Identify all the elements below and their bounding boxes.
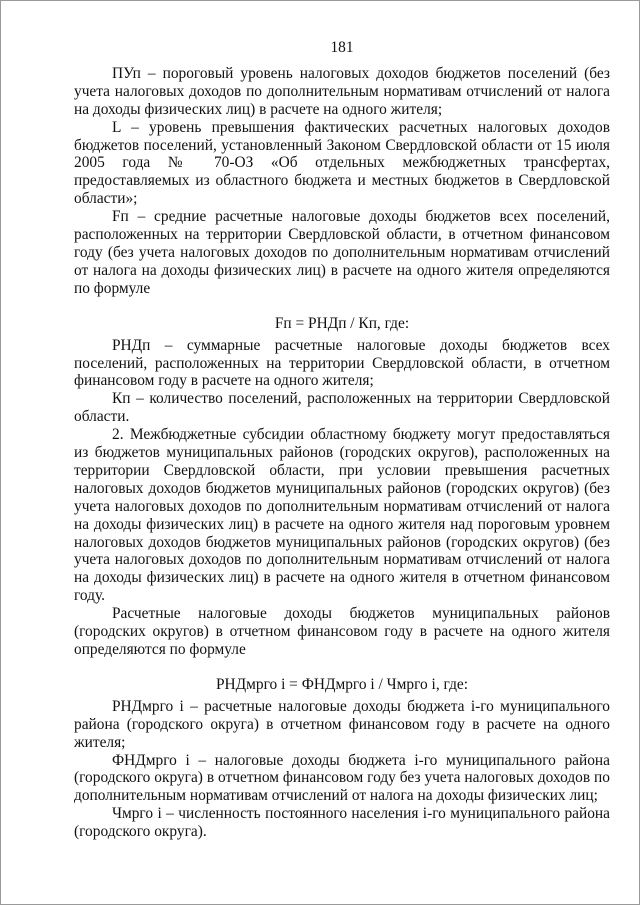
paragraph-section-2: 2. Межбюджетные субсидии областному бюджету могут предоставляться из бюджетов муниципальных районов (городских округов), расположенных на территории Свердловской области, при условии превышения расчетных налоговых доходов бюджетов муниципальных районов (городских округов) (без учета налоговых доходов по дополнительным нормативам отчислений от налога на доходы физических лиц) в расчете на одного жителя над пороговым уровнем налоговых доходов бюджетов муниципальных районов (городских округов) (без учета налоговых доходов по дополнительным нормативам отчислений от налога на доходы физических лиц) в расчете на одного жителя в отчетном финансовом году. — [74, 426, 610, 605]
page-number: 181 — [330, 39, 354, 56]
paragraph-fndmrgo-definition: ФНДмрго i – налоговые доходы бюджета i-го муниципального района (городского округа) в отчетном финансовом году без учета налоговых доходов по дополнительным нормативам отчислений от налога на доходы физических лиц; — [74, 751, 610, 805]
page-content — [74, 39, 610, 841]
paragraph-pup-definition: ПУп – пороговый уровень налоговых доходов бюджетов поселений (без учета налоговых доходов по дополнительным нормативам отчислений от налога на доходы физических лиц) в расчете на одного жителя; — [74, 64, 610, 118]
paragraph-rndp-definition: РНДп – суммарные расчетные налоговые доходы бюджетов всех поселений, расположенных на территории Свердловской области, в отчетном финансовом году в расчете на одного жителя; — [74, 336, 610, 390]
formula-rndmrgo: РНДмрго i = ФНДмрго i / Чмрго i, где: — [215, 675, 469, 693]
paragraph-fp-definition: Fп – средние расчетные налоговые доходы бюджетов всех поселений, расположенных на территории Свердловской области, в отчетном финансовом году (без учета налоговых доходов по дополнительным нормативам отчислений от налога на доходы физических лиц) в расчете на одного жителя определяются по формуле — [74, 208, 610, 297]
paragraph-l-definition: L – уровень превышения фактических расчетных налоговых доходов бюджетов поселений, установленный Законом Свердловской области от 15 июля 2005 года № 70-ОЗ «Об отдельных межбюджетных трансфертах, предоставляемых из областного бюджета и местных бюджетов в Свердловской области»; — [74, 118, 610, 208]
paragraph-rndmrgo-definition: РНДмрго i – расчетные налоговые доходы бюджета i-го муниципального района (городского округа) в отчетном финансовом году в расчете на одного жителя; — [74, 697, 610, 751]
paragraph-calculated-income: Расчетные налоговые доходы бюджетов муниципальных районов (городских округов) в отчетном финансовом году в расчете на одного жителя определяются по формуле — [74, 605, 610, 658]
paragraph-chmrgo-definition: Чмрго i – численность постоянного населения i-го муниципального района (городского округа). — [74, 805, 610, 841]
paragraph-kp-definition: Кп – количество поселений, расположенных на территории Свердловской области. — [74, 390, 610, 426]
formula-fp: Fп = РНДп / Кп, где: — [274, 314, 410, 332]
